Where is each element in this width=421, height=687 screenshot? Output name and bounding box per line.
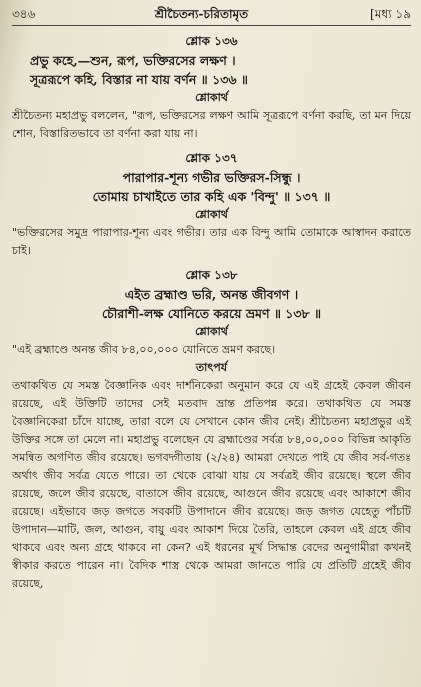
- page-number: ৩৪৬: [12, 7, 36, 21]
- verse-137-text: [12, 168, 411, 206]
- book-title: শ্রীচৈতন্য-চরিতামৃত: [154, 7, 249, 21]
- verse-136-line-1: প্রভু কহে,—শুন, রূপ, ভক্তিরসের লক্ষণ ।: [30, 53, 236, 68]
- verse-138-line-1: এইত ব্রহ্মাণ্ড ভরি, অনন্ত জীবগণ ।: [124, 287, 299, 302]
- verse-138-text: [12, 285, 411, 323]
- verse-138-line-2: চৌরাশী-লক্ষ যোনিতে করয়ে ভ্রমণ ॥ ১৩৮ ॥: [101, 306, 322, 321]
- verse-137-translation-label: শ্লোকার্থ: [195, 208, 228, 221]
- verse-136-line-2: সূত্ররূপে কহি, বিস্তার না যায় বর্ণন ॥ ১৩৬ ॥: [30, 72, 248, 87]
- verse-136-translation: শ্রীচৈতন্য মহাপ্রভু বললেন, "রূপ, ভক্তিরসের লক্ষণ আমি সূত্ররূপে বর্ণনা করছি, তা মন দিয়ে শোন, বিস্তারিতভাবে তা বর্ণনা করা যায় না।: [12, 109, 411, 140]
- verse-138-heading: শ্লোক ১৩৮: [185, 268, 238, 282]
- verse-138-translation: "এই ব্রহ্মাণ্ডে অনন্ত জীব ৮৪,০০,০০০ যোনিতে ভ্রমণ করছে।: [12, 343, 276, 356]
- verse-138-purport: তথাকথিত যে সমস্ত বৈজ্ঞানিক এবং দার্শনিকেরা অনুমান করে যে এই গ্রহেই কেবল জীবন রয়েছে, এই উক্তিটি তাদের সেই মতবাদ ভ্রান্ত প্রতিপন্ন করে। তথাকথিত যে সমস্ত বৈজ্ঞানিকেরা চাঁদে যাচ্ছে, তারা বলে যে সেখানে কোন জীব নেই। শ্রীচৈতন্য মহাপ্রভুর এই উক্তির সঙ্গে তা মেলে না। মহাপ্রভু বলেছেন যে ব্রহ্মাণ্ডের সর্বত্র ৮৪,০০,০০০ বিভিন্ন আকৃতি সমন্বিত অগণিত জীব রয়েছে। ভগবদ্গীতায় (২/২৪) আমরা দেখতে পাই যে জীব সর্ব-গতঃ অর্থাৎ জীব সর্বত্র যেতে পারে। তা থেকে বোঝা যায় যে সর্বত্রই জীব রয়েছে। স্থলে জীব রয়েছে, জলে জীব রয়েছে, বাতাসে জীব রয়েছে, আগুনে জীব রয়েছে এবং আকাশে জীব রয়েছে। এইভাবে জড় জগতে সবকটি উপাদানে জীব রয়েছে। জড় জগত যেহেতু পাঁচটি উপাদান—মাটি, জল, আগুন, বায়ু এবং আকাশ দিয়ে তৈরি, তাহলে কেবল এই গ্রহে জীব থাকবে এবং অন্য গ্রহে থাকবে না কেন? এই ধরনের মূর্খ সিদ্ধান্ত বেদের অনুগামীরা কখনই স্বীকার করতে পারেন না। বৈদিক শাস্ত্র থেকে আমরা জানতে পারি যে প্রতিটি গ্রহেই জীব রয়েছে,: [12, 379, 411, 590]
- chapter-label: [মধ্য ১৯: [370, 7, 411, 21]
- verse-137-line-1: পারাপার-শূন্য গভীর ভক্তিরস-সিন্ধু ।: [122, 170, 301, 185]
- verse-136-translation-label: শ্লোকার্থ: [195, 91, 228, 104]
- verse-137-heading: শ্লোক ১৩৭: [185, 151, 238, 165]
- verse-138-purport-label: তাৎপর্য: [195, 361, 228, 374]
- verse-137-line-2: তোমায় চাখাইতে তার কহি এক 'বিন্দু' ॥ ১৩৭ ॥: [92, 189, 331, 204]
- verse-136-text: [12, 51, 411, 89]
- verse-136-heading: শ্লোক ১৩৬: [185, 34, 238, 48]
- verse-137-translation: "ভক্তিরসের সমুদ্র পারাপার-শূন্য এবং গভীর। তার এক বিন্দু আমি তোমাকে আস্বাদন করাতে চাই।: [12, 226, 411, 257]
- verse-138-translation-label: শ্লোকার্থ: [195, 325, 228, 338]
- running-header: [12, 6, 411, 26]
